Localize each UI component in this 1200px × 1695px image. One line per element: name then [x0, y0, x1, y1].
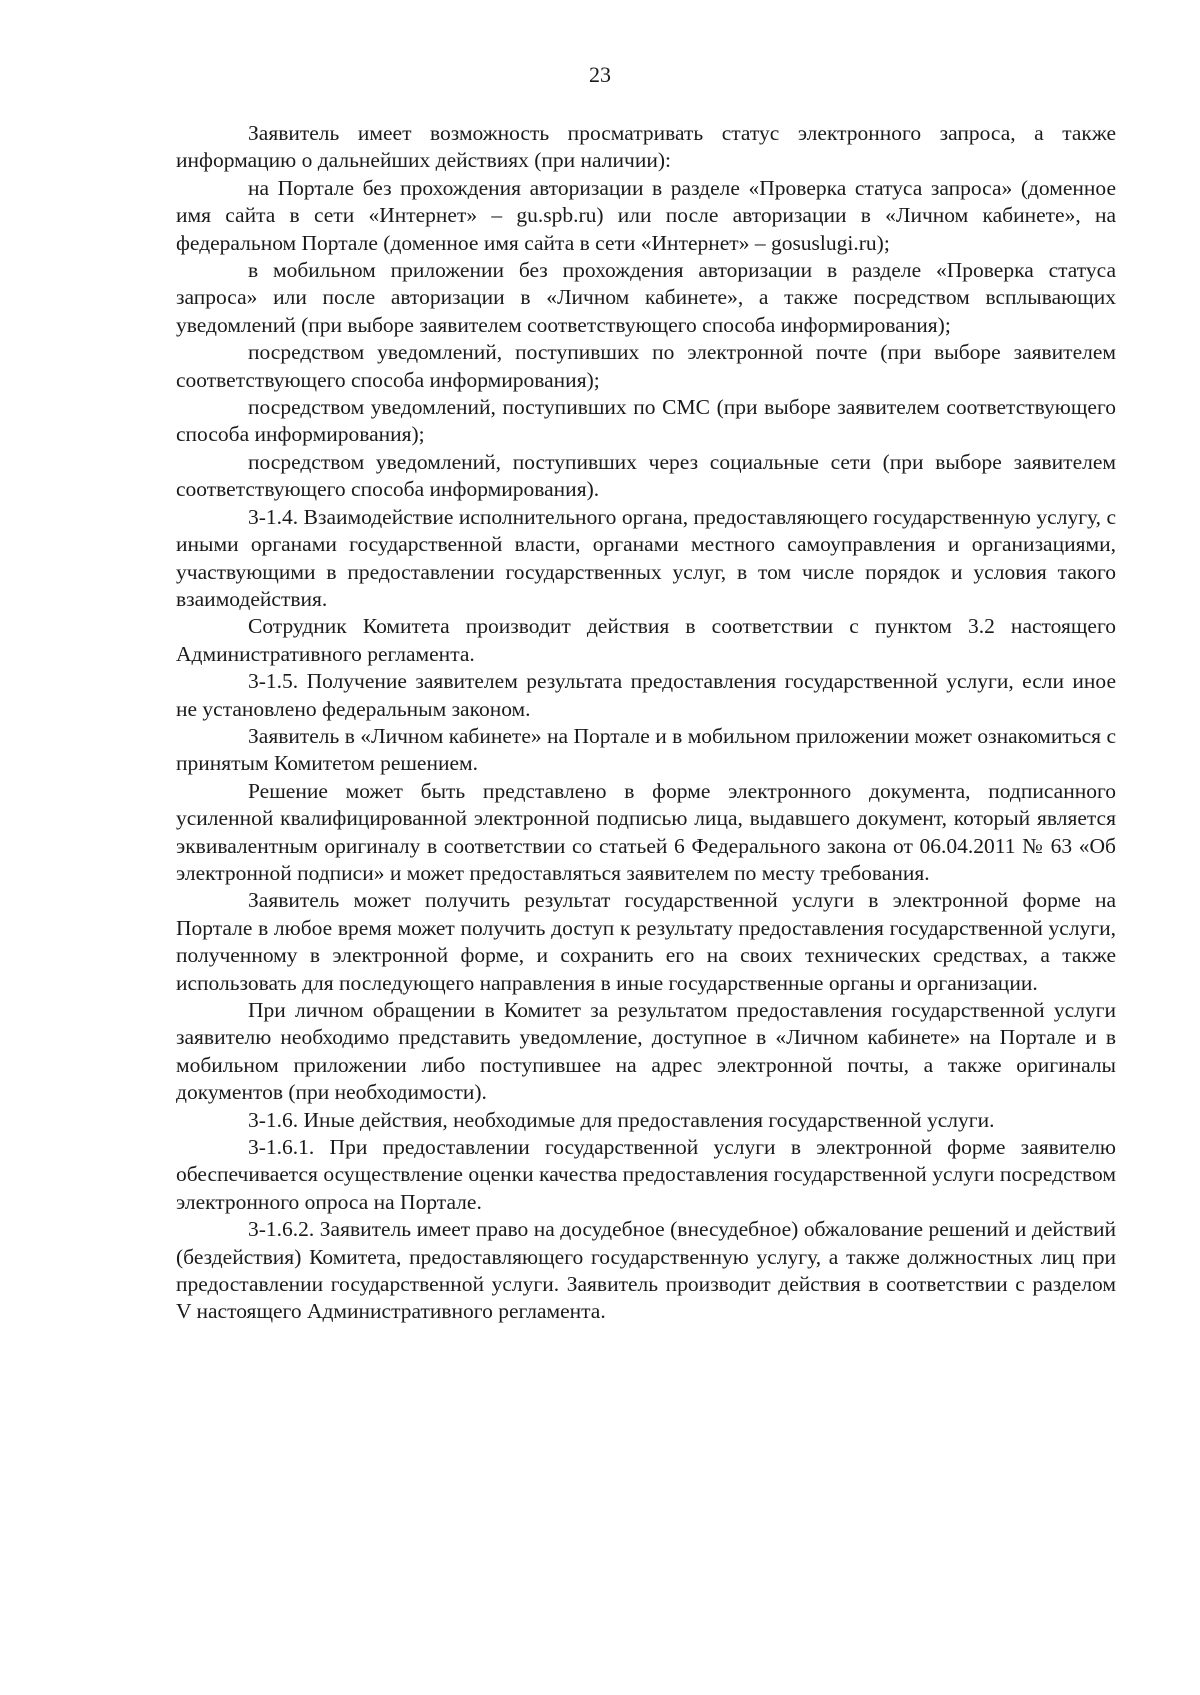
document-body	[176, 120, 1116, 1326]
paragraph-3-1-6-2: 3-1.6.2. Заявитель имеет право на досудебное (внесудебное) обжалование решений и действий (бездействия) Комитета, предоставляющего государственную услугу, а также должностных лиц при предоставлении государственной услуги. Заявитель производит действия в соответствии с разделом V настоящего Административного регламента.	[176, 1217, 1116, 1324]
paragraph-3-1-6-1: 3-1.6.1. При предоставлении государственной услуги в электронной форме заявителю обеспечивается осуществление оценки качества предоставления государственной услуги посредством электронного опроса на Портале.	[176, 1135, 1116, 1214]
paragraph-personal-visit: При личном обращении в Комитет за результатом предоставления государственной услуги заявителю необходимо представить уведомление, доступное в «Личном кабинете» на Портале и в мобильном приложении либо поступившее на адрес электронной почты, а также оригиналы документов (при необходимости).	[176, 998, 1116, 1105]
paragraph-electronic-result: Заявитель может получить результат государственной услуги в электронной форме на Портале в любое время может получить доступ к результату предоставления государственной услуги, полученному в электронной форме, и сохранить его на своих технических средствах, а также использовать для последующего направления в иные государственные органы и организации.	[176, 888, 1116, 995]
paragraph-email: посредством уведомлений, поступивших по электронной почте (при выборе заявителем соответствующего способа информирования);	[176, 340, 1116, 392]
paragraph-social: посредством уведомлений, поступивших через социальные сети (при выборе заявителем соответствующего способа информирования).	[176, 449, 1116, 502]
paragraph-personal-cabinet: Заявитель в «Личном кабинете» на Портале и в мобильном приложении может ознакомиться с принятым Комитетом решением.	[176, 723, 1116, 776]
paragraph-status-info: Заявитель имеет возможность просматривать статус электронного запроса, а также информацию о дальнейших действиях (при наличии):	[176, 121, 1116, 173]
paragraph-employee-actions: Сотрудник Комитета производит действия в соответствии с пунктом 3.2 настоящего Административного регламента.	[176, 614, 1116, 666]
paragraph-sms: посредством уведомлений, поступивших по СМС (при выборе заявителем соответствующего способа информирования);	[176, 395, 1116, 447]
paragraph-portal: на Портале без прохождения авторизации в разделе «Проверка статуса запроса» (доменное имя сайта в сети «Интернет» – gu.spb.ru) или после авторизации в «Личном кабинете», на федеральном Портале (доменное имя сайта в сети «Интернет» – gosuslugi.ru);	[176, 175, 1116, 255]
paragraph-decision: Решение может быть представлено в форме электронного документа, подписанного усиленной квалифицированной электронной подписью лица, выдавшего документ, который является эквивалентным оригиналу в соответствии со статьей 6 Федерального закона от 06.04.2011 № 63 «Об электронной подписи» и может предоставляться заявителем по месту требования.	[176, 778, 1116, 885]
page-number: 23	[589, 62, 611, 87]
paragraph-mobile-app: в мобильном приложении без прохождения авторизации в разделе «Проверка статуса запроса» или после авторизации в «Личном кабинете», а также посредством всплывающих уведомлений (при выборе заявителем соответствующего способа информирования);	[176, 258, 1116, 337]
paragraph-3-1-4: 3-1.4. Взаимодействие исполнительного органа, предоставляющего государственную услугу, с иными органами государственной власти, органами местного самоуправления и организациями, участвующими в предоставлении государственных услуг, в том числе порядок и условия такого взаимодействия.	[176, 504, 1116, 611]
paragraph-3-1-6: 3-1.6. Иные действия, необходимые для предоставления государственной услуги.	[248, 1107, 995, 1132]
paragraph-3-1-5: 3-1.5. Получение заявителем результата предоставления государственной услуги, если иное не установлено федеральным законом.	[176, 669, 1116, 721]
